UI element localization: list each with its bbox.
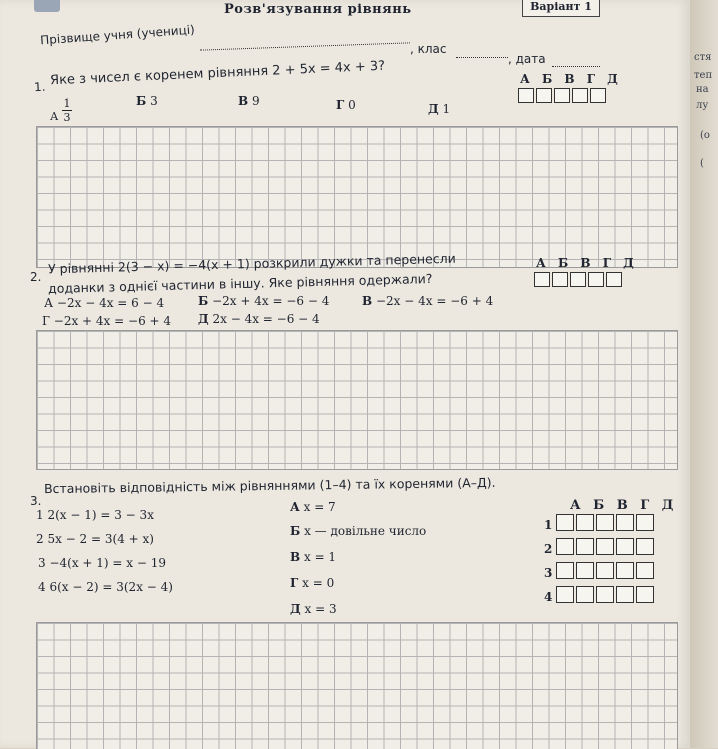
root-value: x = 7 <box>303 500 336 514</box>
root-g <box>290 576 334 590</box>
answer-box[interactable] <box>576 586 594 603</box>
answer-box[interactable] <box>576 514 594 531</box>
match-row-label: 2 <box>544 542 553 556</box>
option-letter: Д <box>198 312 209 326</box>
answer-box[interactable] <box>576 562 594 579</box>
task-2-question-line1: У рівнянні 2(3 − x) = −4(x + 1) розкрили дужки та перенесли <box>47 250 456 277</box>
answer-box[interactable] <box>596 538 614 555</box>
equation-number: 2 <box>36 532 44 546</box>
option-letter: В <box>238 94 249 108</box>
option-letter: В <box>362 294 373 308</box>
task-3-answer-letters: А Б В Г Д <box>570 498 678 513</box>
task-1-work-grid[interactable] <box>36 126 678 268</box>
answer-box[interactable] <box>570 272 586 287</box>
option-value: 0 <box>348 98 356 112</box>
edge-text: на <box>696 84 709 95</box>
root-value: x = 1 <box>303 550 337 564</box>
edge-text: (о <box>700 130 710 141</box>
equation-number: 3 <box>38 556 46 570</box>
task-2-answer-boxes <box>534 272 624 287</box>
task-number: 3. <box>30 494 42 508</box>
option-value: −2x + 4x = −6 + 4 <box>53 314 172 328</box>
option-g <box>336 98 356 112</box>
match-row-label: 3 <box>544 566 553 580</box>
root-b <box>290 524 426 538</box>
answer-box[interactable] <box>636 538 654 555</box>
option-a <box>44 296 164 310</box>
equation-text: 6(x − 2) = 3(2x − 4) <box>49 580 173 594</box>
answer-box[interactable] <box>518 88 534 103</box>
answer-box[interactable] <box>596 562 614 579</box>
option-value: 3 <box>150 94 158 108</box>
root-v <box>290 550 336 564</box>
option-value: 9 <box>251 94 260 108</box>
root-value: x = 3 <box>304 602 337 616</box>
date-field[interactable] <box>552 66 600 67</box>
option-d <box>428 102 450 116</box>
edge-text: ( <box>700 158 704 169</box>
answer-box[interactable] <box>636 586 654 603</box>
option-v <box>238 94 260 108</box>
root-letter: В <box>290 550 301 564</box>
answer-box[interactable] <box>596 514 614 531</box>
root-letter: Д <box>290 602 301 616</box>
match-row-2-boxes <box>556 538 656 555</box>
task-1-answer-boxes <box>518 88 608 103</box>
root-letter: Б <box>290 524 301 538</box>
equation-text: −4(x + 1) = x − 19 <box>49 556 167 570</box>
answer-box[interactable] <box>536 88 552 103</box>
option-value: −2x − 4x = 6 − 4 <box>56 296 165 310</box>
class-field[interactable] <box>456 57 508 58</box>
answer-box[interactable] <box>534 272 550 287</box>
root-value: x — довільне число <box>304 524 427 538</box>
answer-box[interactable] <box>576 538 594 555</box>
equation-number: 4 <box>38 580 46 594</box>
match-row-1-boxes <box>556 514 656 531</box>
answer-box[interactable] <box>636 562 654 579</box>
student-name-label: Прізвище учня (учениці) <box>39 22 196 48</box>
root-letter: Г <box>290 576 299 590</box>
equation-number: 1 <box>36 508 44 522</box>
match-row-label: 4 <box>544 590 553 604</box>
root-letter: А <box>290 500 300 514</box>
answer-box[interactable] <box>588 272 604 287</box>
option-letter: Д <box>428 102 439 116</box>
option-letter: А <box>44 296 54 310</box>
equation-text: 2(x − 1) = 3 − 3x <box>47 508 154 522</box>
edge-text: лу <box>696 100 709 111</box>
page-tab <box>34 0 60 12</box>
task-2-work-grid[interactable] <box>36 330 678 470</box>
page-title: Розв'язування рівнянь <box>224 2 412 17</box>
match-row-3-boxes <box>556 562 656 579</box>
root-d <box>290 602 337 616</box>
option-g <box>42 314 171 328</box>
task-3-work-grid[interactable] <box>36 622 678 749</box>
answer-box[interactable] <box>556 514 574 531</box>
equation-4 <box>38 580 173 594</box>
answer-box[interactable] <box>572 88 588 103</box>
answer-box[interactable] <box>616 514 634 531</box>
option-letter: Б <box>198 294 209 308</box>
answer-box[interactable] <box>556 562 574 579</box>
task-2-answer-letters: А Б В Г Д <box>536 256 638 270</box>
match-row-4-boxes <box>556 586 656 603</box>
variant-label: Варіант 1 <box>522 0 600 17</box>
equation-text: 5x − 2 = 3(4 + x) <box>47 532 154 546</box>
task-3-question: Встановіть відповідність між рівняннями (1–4) та їх коренями (А–Д). <box>43 474 496 497</box>
root-a <box>290 500 336 514</box>
answer-box[interactable] <box>616 538 634 555</box>
match-row-label: 1 <box>544 518 553 532</box>
option-value: 1 <box>442 102 451 116</box>
answer-box[interactable] <box>590 88 606 103</box>
root-value: x = 0 <box>302 576 335 590</box>
option-b <box>136 94 158 108</box>
option-b <box>198 294 329 308</box>
option-letter: Г <box>42 314 50 328</box>
next-page-edge <box>690 0 718 748</box>
option-value: −2x − 4x = −6 + 4 <box>375 294 494 308</box>
task-1-question: Яке з чисел є коренем рівняння 2 + 5x = 4x + 3? <box>49 58 386 89</box>
equation-2 <box>36 532 154 546</box>
option-a-fraction <box>62 98 72 123</box>
answer-box[interactable] <box>552 272 568 287</box>
fraction-numerator: 1 <box>63 97 71 110</box>
equation-1 <box>36 508 154 522</box>
answer-box[interactable] <box>616 586 634 603</box>
answer-box[interactable] <box>636 514 654 531</box>
option-v <box>362 294 493 308</box>
option-value: −2x + 4x = −6 − 4 <box>212 294 330 308</box>
task-2-question-line2: доданки з однієї частини в іншу. Яке рівняння одержали? <box>47 270 433 297</box>
answer-box[interactable] <box>606 272 622 287</box>
edge-text: теп <box>694 70 713 81</box>
edge-text: стя <box>694 52 712 63</box>
answer-box[interactable] <box>554 88 570 103</box>
answer-box[interactable] <box>556 586 574 603</box>
answer-box[interactable] <box>556 538 574 555</box>
option-value: 2x − 4x = −6 − 4 <box>212 312 320 326</box>
date-label: , дата <box>508 52 546 66</box>
task-number: 2. <box>30 270 42 284</box>
option-letter: А <box>50 110 59 123</box>
option-letter: Б <box>136 94 147 108</box>
class-label: , клас <box>410 42 447 56</box>
fraction-denominator: 3 <box>63 111 71 124</box>
option-d <box>198 312 320 326</box>
equation-3 <box>38 556 166 570</box>
answer-box[interactable] <box>596 586 614 603</box>
option-letter: Г <box>336 98 345 112</box>
task-number: 1. <box>33 79 46 95</box>
answer-box[interactable] <box>616 562 634 579</box>
task-1-answer-letters: А Б В Г Д <box>520 72 622 86</box>
